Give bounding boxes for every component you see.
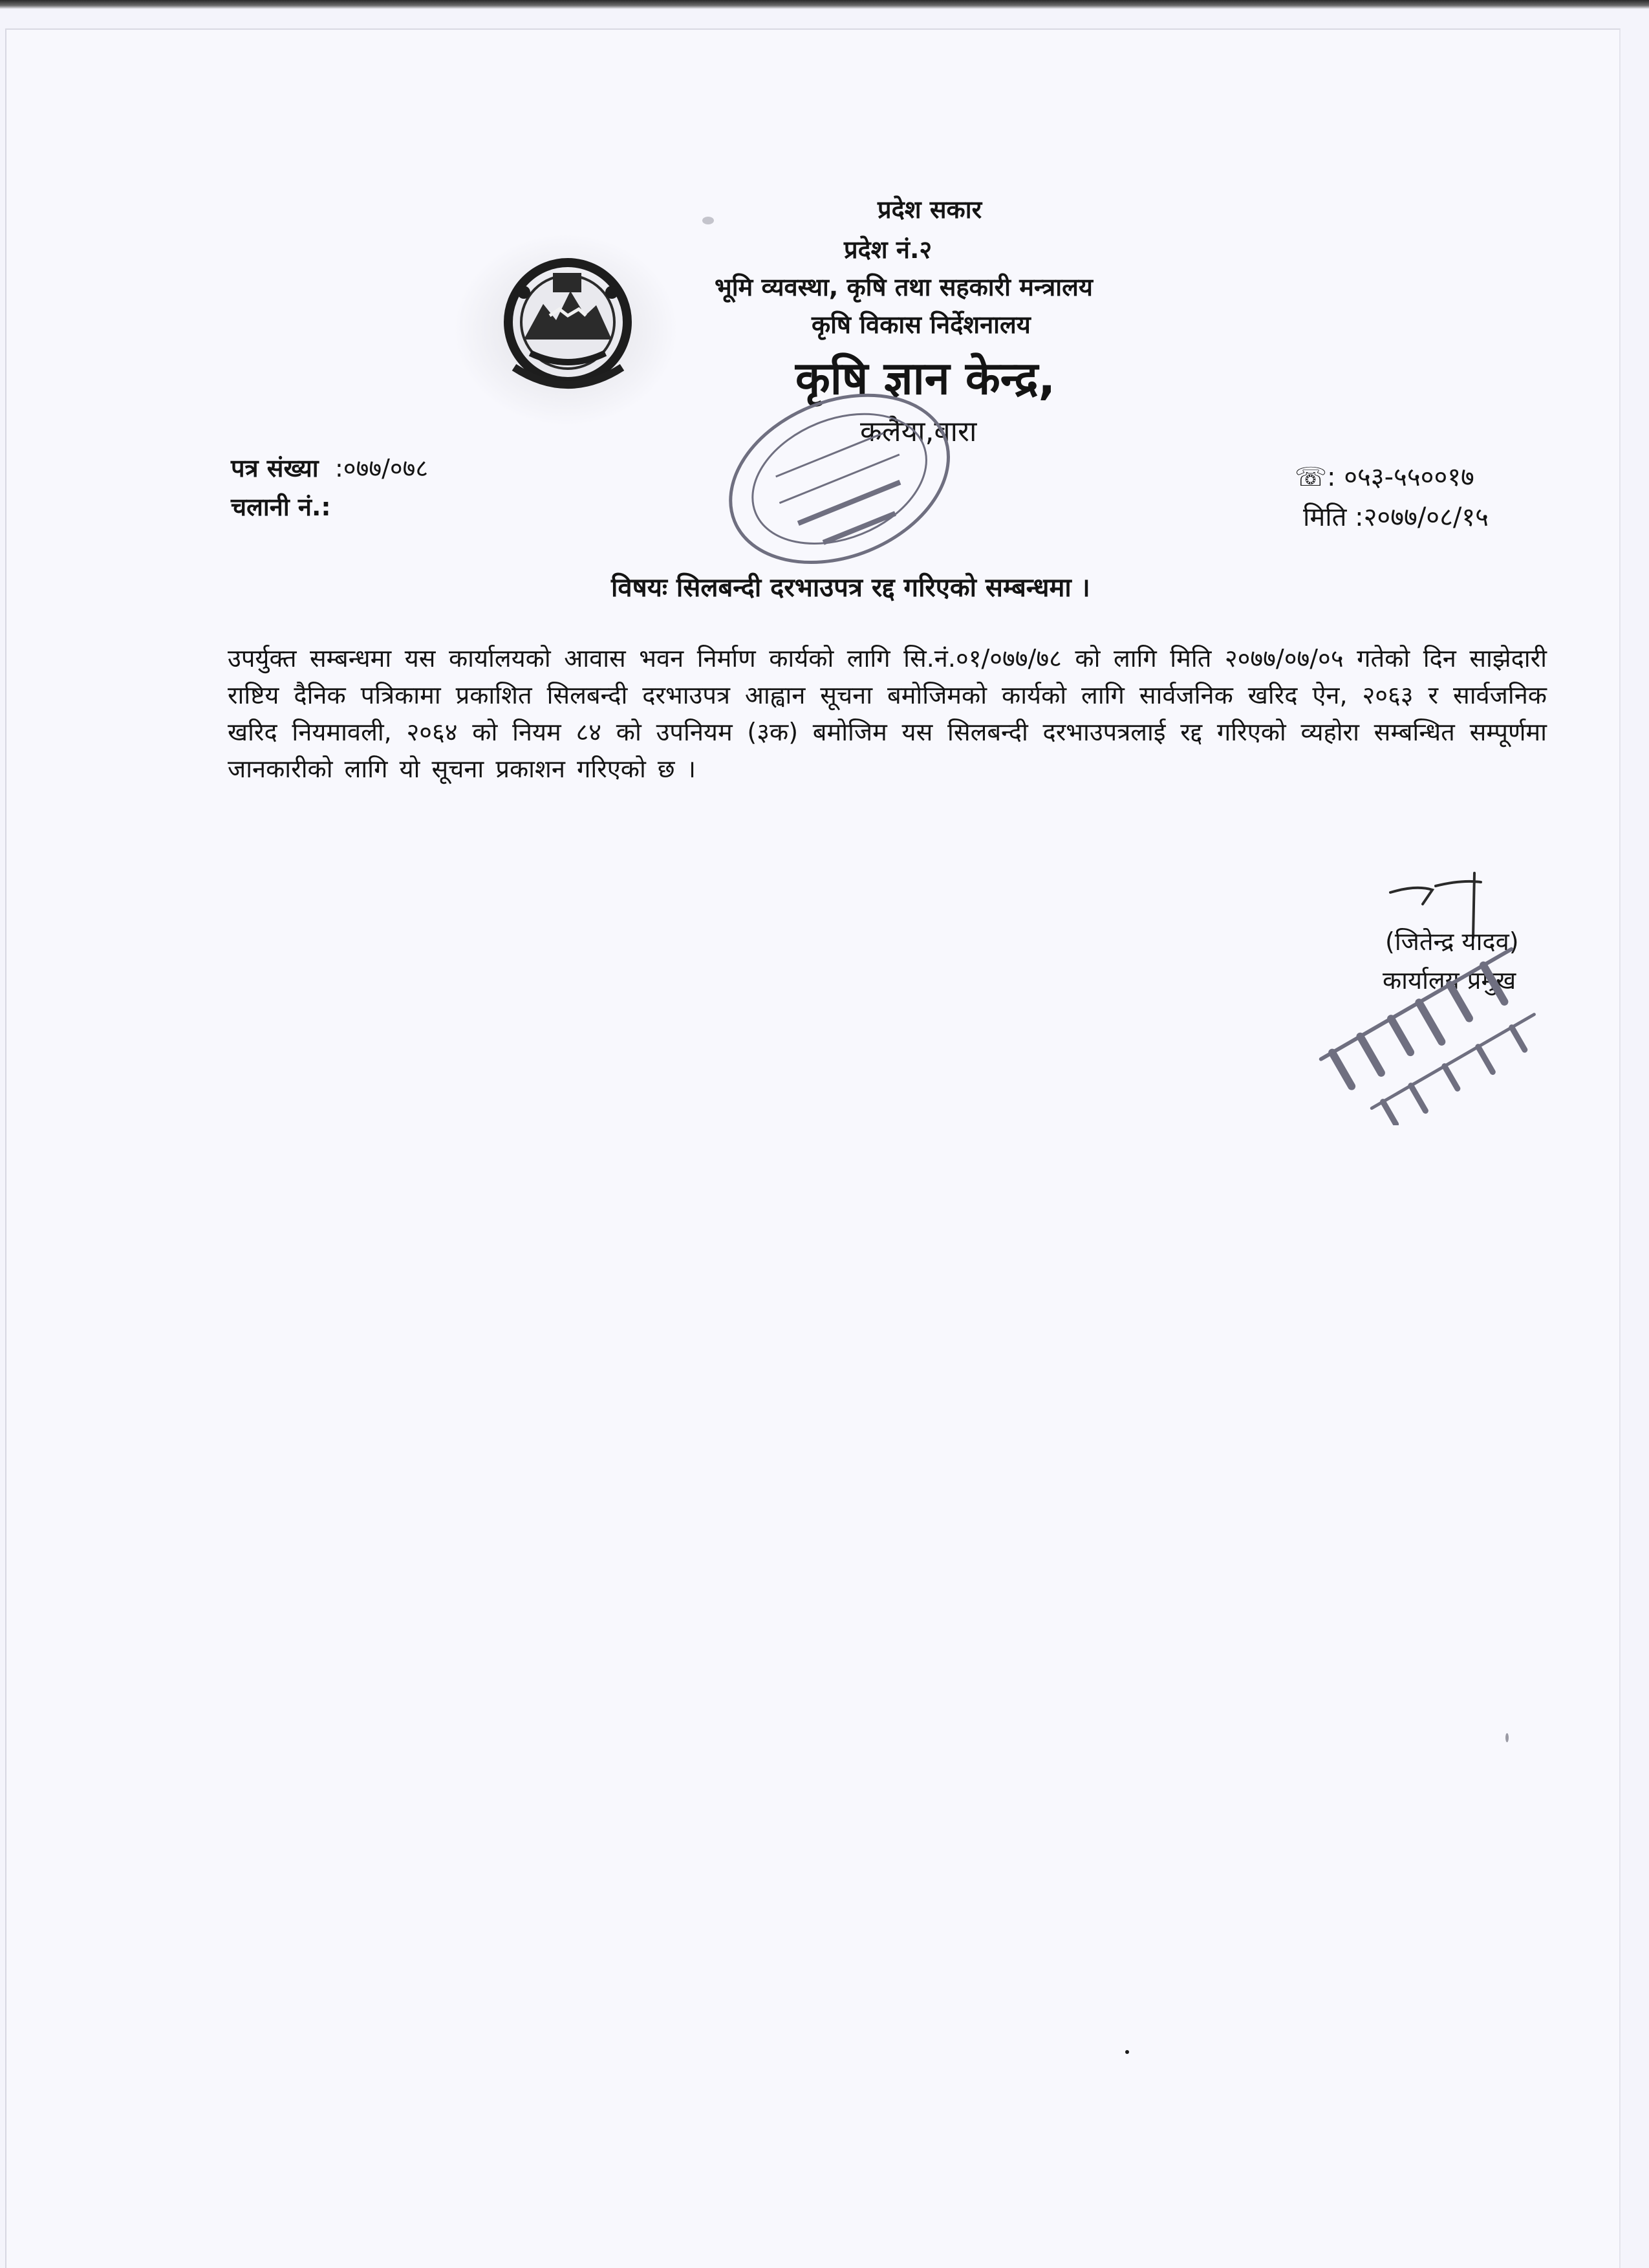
signatory-name: (जितेन्द्र यादव) <box>1385 927 1519 956</box>
header-province-govt: प्रदेश सकार <box>878 195 982 224</box>
letter-body: उपर्युक्त सम्बन्धमा यस कार्यालयको आवास भवन निर्माण कार्यको लागि सि.नं.०१/०७७/७८ को लागि मिति २०७७/०७/०५ गतेको दिन साझेदारी राष्टिय दैनिक पत्रिकामा प्रकाशित सिलबन्दी दरभाउपत्र आह्वान सूचना बमोजिमको कार्यको लागि सार्वजनिक खरिद ऐन, २०६३ र सार्वजनिक खरिद नियमावली, २०६४ को नियम ८४ को उपनियम (३क) बमोजिम यस सिलबन्दी दरभाउपत्रलाई रद्द गरिएको व्यहोरा सम्बन्धित सम्पूर्णमा जानकारीको लागि यो सूचना प्रकाशन गरिएको छ । <box>228 644 1547 783</box>
signatory-title: कार्यालय प्रमुख <box>1383 966 1516 995</box>
letter-subject: विषयः सिलबन्दी दरभाउपत्र रद्द गरिएको सम्बन्धमा । <box>611 573 1090 603</box>
government-emblem <box>453 233 679 427</box>
scan-speck <box>702 217 714 224</box>
letter-date: मिति :२०७७/०८/१५ <box>1303 502 1489 532</box>
name-stamp-icon <box>1287 905 1558 1125</box>
scan-speck <box>1505 1733 1509 1742</box>
header-ministry: भूमि व्यवस्था, कृषि तथा सहकारी मन्त्रालय <box>715 273 1093 301</box>
header-directorate: कृषि विकास निर्देशनालय <box>812 310 1031 339</box>
designation-stamp <box>1287 905 1558 1125</box>
office-location: कलैया,बारा <box>860 415 977 448</box>
emblem-icon <box>453 233 679 427</box>
dispatch-no-label: चलानी नं.: <box>231 493 331 521</box>
phone-number: ☏: ०५३-५५००१७ <box>1295 462 1474 492</box>
scan-edge <box>0 0 1649 9</box>
office-name: कृषि ज्ञान केन्द्र, <box>795 352 1056 405</box>
letter-no-value: :०७७/०७८ <box>335 454 429 482</box>
round-stamp-icon <box>705 382 976 582</box>
header-province-no: प्रदेश नं.२ <box>844 235 932 264</box>
scan-speck <box>1125 2050 1129 2054</box>
office-round-stamp <box>705 382 976 582</box>
letter-no-label: पत्र संख्या <box>231 454 319 482</box>
